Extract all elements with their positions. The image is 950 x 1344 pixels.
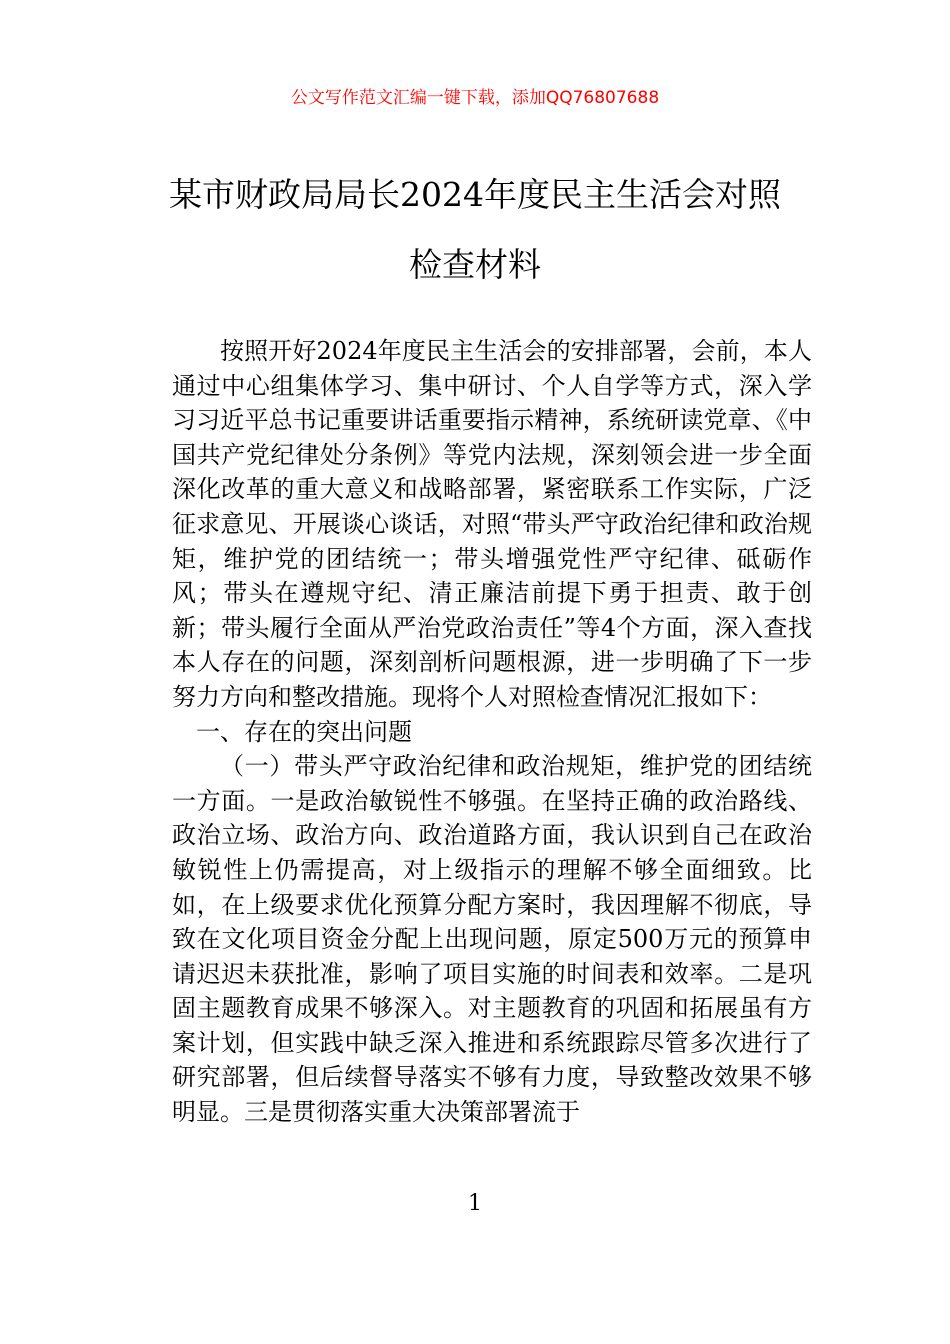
intro-paragraph: 按照开好2024年度民主生活会的安排部署，会前，本人通过中心组集体学习、集中研讨、个人自学等方式，深入学习习近平总书记重要讲话重要指示精神，系统研读党章、《中国共产党纪律处分条例》等党内法规，深刻领会进一步全面深化改革的重大意义和战略部署，紧密联系工作实际，广泛征求意见、开展谈心谈话，对照“带头严守政治纪律和政治规矩，维护党的团结统一；带头增强党性严守纪律、砥砺作风；带头在遵规守纪、清正廉洁前提下勇于担责、敢于创新；带头履行全面从严治党政治责任”等4个方面，深入查找本人存在的问题，深刻剖析问题根源，进一步明确了下一步努力方向和整改措施。现将个人对照检查情况汇报如下： [172, 337, 812, 711]
section-paragraph-1: （一）带头严守政治纪律和政治规矩，维护党的团结统一方面。一是政治敏锐性不够强。在坚持正确的政治路线、政治立场、政治方向、政治道路方面，我认识到自己在政治敏锐性上仍需提高，对上级指示的理解不够全面细致。比如，在上级要求优化预算分配方案时，我因理解不彻底，导致在文化项目资金分配上出现问题，原定500万元的预算申请迟迟未获批准，影响了项目实施的时间表和效率。二是巩固主题教育成果不够深入。对主题教育的巩固和拓展虽有方案计划，但实践中缺乏深入推进和系统跟踪尽管多次进行了研究部署，但后续督导落实不够有力度，导致整改效果不够明显。三是贯彻落实重大决策部署流于 [172, 752, 812, 1127]
document-body [172, 334, 812, 1130]
document-title-line-2: 检查材料 [409, 245, 541, 284]
page-number: 1 [468, 1191, 482, 1216]
section-heading-problems: 一、存在的突出问题 [196, 717, 412, 746]
document-title-line-1: 某市财政局局长2024年度民主生活会对照 [169, 175, 781, 214]
header-download-note: 公文写作范文汇编一键下载，添加QQ76807688 [290, 88, 660, 108]
